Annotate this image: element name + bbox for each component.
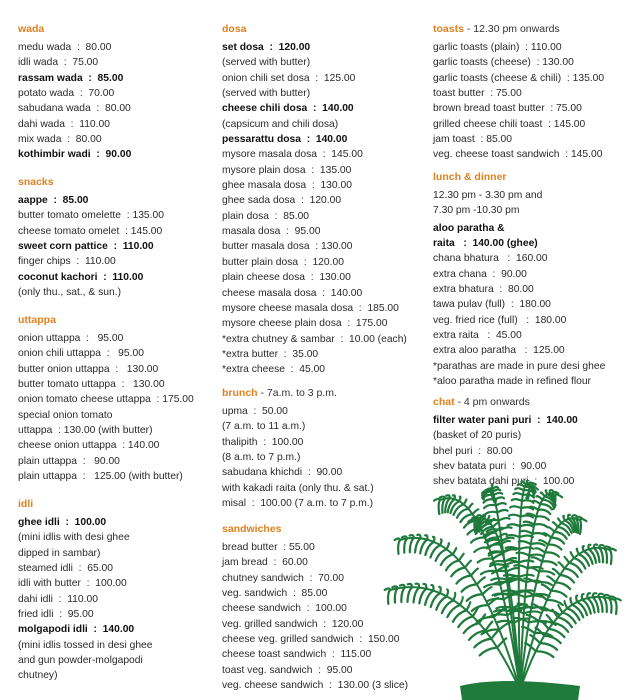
leaflet [453, 593, 455, 600]
leaflet [497, 510, 507, 512]
leaflet [615, 599, 621, 601]
leaflet [583, 546, 584, 551]
menu-note: (only thu., sat., & sun.) [18, 287, 122, 299]
leaflet [560, 575, 574, 583]
leaflet [464, 623, 479, 633]
leaflet [469, 631, 485, 640]
leaflet [524, 611, 540, 613]
leaflet [519, 547, 533, 549]
menu-item: kothimbir wadi : 90.00 [18, 149, 132, 161]
menu-item: *extra chutney & sambar : 10.00 (each) [222, 333, 407, 345]
menu-item: cheese chili dosa : 140.00 [222, 103, 354, 115]
menu-item: tawa pulav (full) : 180.00 [433, 299, 551, 311]
menu-item: toast butter : 75.00 [433, 88, 522, 100]
section-title: dosa [222, 23, 247, 35]
leaflet [485, 512, 497, 515]
menu-note: *parathas are made in pure desi ghee [433, 360, 606, 372]
leaflet [610, 550, 612, 564]
section-title: brunch [222, 387, 258, 399]
leaflet [546, 490, 548, 494]
leaflet [520, 536, 533, 538]
menu-item: onion uttappa : 95.00 [18, 333, 124, 344]
leaflet [490, 614, 507, 616]
menu-item: jam bread : 60.00 [222, 557, 308, 569]
menu-item: ghee masala dosa : 130.00 [222, 180, 352, 192]
leaflet [478, 559, 493, 563]
menu-item: thalipith : 100.00 [222, 436, 304, 448]
section-heading [18, 497, 153, 515]
leaflet [467, 594, 483, 601]
leaflet [510, 506, 521, 508]
leaflet [563, 613, 576, 624]
menu-item: cheese tomato omelet : 145.00 [18, 225, 163, 237]
leaflet [565, 557, 570, 563]
leaflet [574, 558, 585, 569]
leaflet [522, 500, 534, 503]
menu-item: misal : 100.00 (7 a.m. to 7 p.m.) [222, 498, 374, 510]
menu-item: grilled cheese chili toast : 145.00 [433, 118, 586, 130]
leaflet [521, 531, 532, 534]
menu-note: (8 a.m. to 7 p.m.) [222, 452, 301, 464]
menu-item: *extra cheese : 45.00 [222, 364, 326, 376]
section-brunch [222, 386, 374, 511]
leaflet [472, 605, 489, 611]
leaflet [580, 520, 581, 534]
leaflet [480, 648, 498, 656]
menu-item: veg. cheese sandwich : 130.00 (3 slice) [222, 680, 409, 692]
menu-item: raita : 140.00 (ghee) [433, 238, 538, 250]
menu-item: uttappa : 130.00 (with butter) [18, 425, 153, 437]
menu-note: (basket of 20 puris) [433, 430, 522, 442]
menu-item: garlic toasts (cheese & chili) : 135.00 [433, 72, 605, 84]
menu-item: *extra butter : 35.00 [222, 348, 319, 360]
menu-note: aloo paratha & [433, 222, 505, 234]
leaflet [559, 562, 565, 568]
menu-item: ghee idli : 100.00 [18, 517, 107, 528]
leaflet [446, 560, 459, 570]
leaflet [548, 544, 561, 549]
menu-item: pessarattu dosa : 140.00 [222, 134, 348, 146]
leaflet [492, 571, 507, 574]
menu-item: butter tomato uttappa : 130.00 [18, 379, 165, 391]
leaflet [451, 568, 465, 577]
leaflet [513, 493, 522, 495]
section-hours: - 4 pm onwards [454, 396, 530, 408]
leaflet [556, 582, 571, 589]
menu-item: brown bread toast butter : 75.00 [433, 103, 582, 115]
leaflet [388, 590, 390, 604]
menu-item: extra aloo paratha : 125.00 [433, 345, 565, 357]
leaflet [536, 628, 545, 636]
section-heading [433, 395, 578, 413]
leaflet [410, 538, 414, 552]
menu-item: cheese sandwich : 100.00 [222, 603, 347, 615]
menu-note: (served with butter) [222, 57, 311, 69]
section-title: idli [18, 498, 34, 510]
menu-item: shev batata puri : 90.00 [433, 461, 547, 473]
menu-item: bhel puri : 80.00 [433, 445, 513, 457]
leaflet [456, 575, 471, 583]
menu-item: mysore masala dosa : 145.00 [222, 149, 363, 161]
menu-note: (mini idlis tossed in desi ghee [18, 639, 153, 651]
menu-note: *aloo paratha made in refined flour [433, 376, 591, 388]
leaflet [609, 598, 611, 612]
leaflet [519, 561, 533, 563]
leaflet [551, 538, 564, 544]
menu-note: chutney) [18, 670, 58, 682]
leaflet [536, 496, 542, 500]
menu-item: filter water pani puri : 140.00 [433, 415, 578, 426]
menu-item: potato wada : 70.00 [18, 88, 115, 100]
leaflet [460, 597, 463, 605]
leaflet [536, 516, 549, 520]
leaflet [610, 549, 616, 551]
menu-item: veg. cheese toast sandwich : 145.00 [433, 149, 603, 161]
menu-item: butter masala dosa : 130.00 [222, 241, 353, 253]
leaflet [471, 569, 478, 576]
menu-item: onion chili set dosa : 125.00 [222, 72, 356, 84]
menu-item: mysore cheese plain dosa : 175.00 [222, 318, 388, 330]
leaflet [534, 524, 547, 527]
leaflet [498, 621, 515, 623]
menu-item: extra chana : 90.00 [433, 268, 527, 280]
leaflet [558, 518, 561, 523]
menu-item: veg. grilled sandwich : 120.00 [222, 618, 364, 630]
section-title: uttappa [18, 314, 56, 326]
menu-item: finger chips : 110.00 [18, 256, 116, 268]
menu-item: plain dosa : 85.00 [222, 210, 310, 222]
menu-item: cheese toast sandwich : 115.00 [222, 649, 372, 661]
menu-item: mysore cheese masala dosa : 185.00 [222, 302, 399, 314]
menu-item: toast veg. sandwich : 95.00 [222, 664, 353, 676]
leaflet [473, 509, 479, 514]
leaflet [521, 507, 533, 509]
leaflet [577, 549, 579, 555]
leaflet [408, 587, 413, 602]
leaflet [503, 549, 514, 553]
section-chat [433, 395, 578, 490]
section-title: lunch & dinner [433, 171, 507, 183]
section-heading [433, 170, 605, 188]
leaflet [474, 520, 475, 534]
section-title: sandwiches [222, 523, 282, 535]
menu-item: steamed idli : 65.00 [18, 563, 114, 575]
menu-item: aappe : 85.00 [18, 195, 89, 206]
leaflet [535, 548, 545, 552]
palm-plant-illustration [380, 480, 624, 700]
section-hours: - 12.30 pm onwards [463, 23, 560, 35]
leaflet [541, 492, 545, 496]
menu-item: fried idli : 95.00 [18, 609, 94, 621]
leaflet [398, 540, 400, 554]
leaflet [493, 523, 499, 527]
section-hours: - 7a.m. to 3 p.m. [257, 387, 337, 399]
menu-item: dahi wada : 110.00 [18, 118, 110, 130]
menu-item: jam toast : 85.00 [433, 134, 512, 146]
leaflet [521, 515, 533, 517]
menu-item: sabudana wada : 80.00 [18, 103, 131, 115]
menu-item: idli with butter : 100.00 [18, 578, 127, 590]
menu-item: medu wada : 80.00 [18, 42, 112, 53]
frond-stem [390, 587, 520, 690]
leaflet [493, 489, 500, 491]
leaflet [542, 585, 551, 591]
section-lunch [433, 170, 605, 389]
leaflet [570, 598, 572, 605]
menu-item: butter tomato omelette : 135.00 [18, 210, 164, 222]
menu-item: butter plain dosa : 120.00 [222, 256, 344, 268]
menu-item: sabudana khichdi : 90.00 [222, 467, 343, 479]
section-heading [18, 175, 164, 193]
leaflet [519, 541, 531, 544]
leaflet [536, 651, 554, 657]
leaflet [571, 552, 574, 558]
leaflet [465, 561, 471, 568]
menu-item: upma : 50.00 [222, 406, 288, 417]
palm-fronds [385, 480, 621, 690]
menu-item: bread butter : 55.00 [222, 542, 315, 553]
menu-item: dahi idli : 110.00 [18, 593, 98, 605]
leaflet [540, 643, 557, 650]
menu-item: molgapodi idli : 140.00 [18, 624, 135, 636]
section-title: toasts [433, 23, 464, 35]
leaflet [563, 516, 564, 521]
leaflet [498, 534, 507, 538]
leaflet [605, 548, 607, 562]
menu-item: masala dosa : 95.00 [222, 226, 321, 238]
menu-item: garlic toasts (cheese) : 130.00 [433, 57, 574, 69]
leaflet [414, 588, 420, 603]
menu-note: (mini idlis with desi ghee [18, 532, 130, 544]
leaflet [547, 600, 563, 605]
menu-item: chana bhatura : 160.00 [433, 253, 548, 265]
section-snacks [18, 175, 164, 300]
section-uttappa [18, 313, 194, 484]
leaflet [531, 543, 545, 545]
section-heading [18, 313, 194, 331]
leaflet [509, 515, 521, 517]
menu-item: rassam wada : 85.00 [18, 72, 124, 84]
section-heading [222, 22, 407, 40]
menu-note: dipped in sambar) [18, 547, 101, 559]
menu-item: set dosa : 120.00 [222, 42, 311, 53]
menu-item: plain uttappa : 90.00 [18, 455, 120, 467]
section-idli [18, 497, 153, 684]
menu-item: coconut kachori : 110.00 [18, 271, 144, 283]
leaflet [539, 571, 554, 574]
leaflet [499, 518, 510, 521]
menu-item: mix wada : 80.00 [18, 134, 102, 146]
leaflet [474, 639, 491, 648]
leaflet [553, 522, 558, 527]
menu-item: onion tomato cheese uttappa : 175.00 [18, 394, 194, 406]
leaflet [490, 564, 505, 566]
leaflet [494, 493, 502, 495]
menu-item: mysore plain dosa : 135.00 [222, 164, 352, 176]
leaflet [401, 587, 404, 602]
leaflet [542, 561, 556, 565]
menu-item: onion chili uttappa : 95.00 [18, 348, 144, 360]
leaflet [520, 525, 533, 527]
menu-note: 7.30 pm -10.30 pm [433, 205, 520, 217]
leaflet [515, 488, 523, 490]
leaflet [439, 500, 440, 514]
menu-item: cheese masala dosa : 140.00 [222, 287, 363, 299]
menu-note: with kakadi raita (only thu. & sat.) [222, 482, 374, 494]
leaflet [545, 552, 559, 556]
leaflet [576, 596, 577, 602]
section-title: snacks [18, 176, 54, 188]
leaflet [518, 484, 525, 486]
leaflet [459, 554, 464, 561]
menu-note: (7 a.m. to 11 a.m.) [222, 421, 306, 433]
menu-item: sweet corn pattice : 110.00 [18, 241, 154, 253]
leaflet [395, 588, 398, 602]
menu-item: cheese veg. grilled sandwich : 150.00 [222, 634, 400, 646]
menu-item: plain uttappa : 125.00 (with butter) [18, 471, 183, 483]
leaflet [548, 527, 554, 532]
leaflet [512, 499, 522, 501]
menu-item: shev batata dahi puri : 100.00 [433, 476, 575, 488]
section-heading [222, 386, 374, 404]
leaflet [462, 584, 477, 591]
section-heading [18, 22, 131, 40]
leaflet [529, 555, 543, 557]
leaflet [604, 597, 607, 612]
menu-note: (served with butter) [222, 88, 311, 100]
leaflet [552, 492, 558, 494]
menu-item: cheese onion uttappa : 140.00 [18, 440, 160, 452]
menu-item: butter onion uttappa : 130.00 [18, 363, 159, 375]
menu-item: veg. sandwich : 85.00 [222, 588, 328, 600]
section-heading [433, 22, 604, 40]
menu-note: (capsicum and chili dosa) [222, 118, 339, 130]
leaflet [564, 601, 567, 608]
leaflet [491, 630, 499, 639]
menu-item: veg. fried rice (full) : 180.00 [433, 314, 567, 326]
leaflet [558, 605, 562, 612]
section-wada [18, 22, 131, 163]
menu-item: extra raita : 45.00 [433, 330, 522, 342]
plant-pot [460, 681, 580, 700]
leaflet [547, 576, 555, 582]
menu-note: and gun powder-molgapodi [18, 655, 143, 667]
leaflet [404, 538, 407, 552]
section-title: chat [433, 396, 455, 408]
section-title: wada [18, 23, 45, 35]
leaflet [551, 591, 566, 597]
leaflet [466, 602, 470, 610]
section-toasts [433, 22, 604, 163]
menu-note: special onion tomato [18, 409, 113, 421]
menu-note: 12.30 pm - 3.30 pm and [433, 190, 543, 201]
section-dosa [222, 22, 407, 378]
menu-item: chutney sandwich : 70.00 [222, 572, 344, 584]
leaflet [508, 524, 520, 526]
leaflet [477, 577, 485, 584]
leaflet [507, 535, 520, 537]
leaflet [538, 510, 550, 514]
menu-item: extra bhatura : 80.00 [433, 284, 534, 296]
leaflet [507, 568, 519, 572]
menu-item: ghee sada dosa : 120.00 [222, 195, 342, 207]
menu-item: idli wada : 75.00 [18, 57, 99, 69]
leaflet [496, 503, 506, 505]
leaflet [484, 505, 496, 508]
menu-item: garlic toasts (plain) : 110.00 [433, 42, 562, 53]
leaflet [615, 600, 617, 614]
menu-item: plain cheese dosa : 130.00 [222, 272, 351, 284]
leaflet [544, 636, 560, 643]
